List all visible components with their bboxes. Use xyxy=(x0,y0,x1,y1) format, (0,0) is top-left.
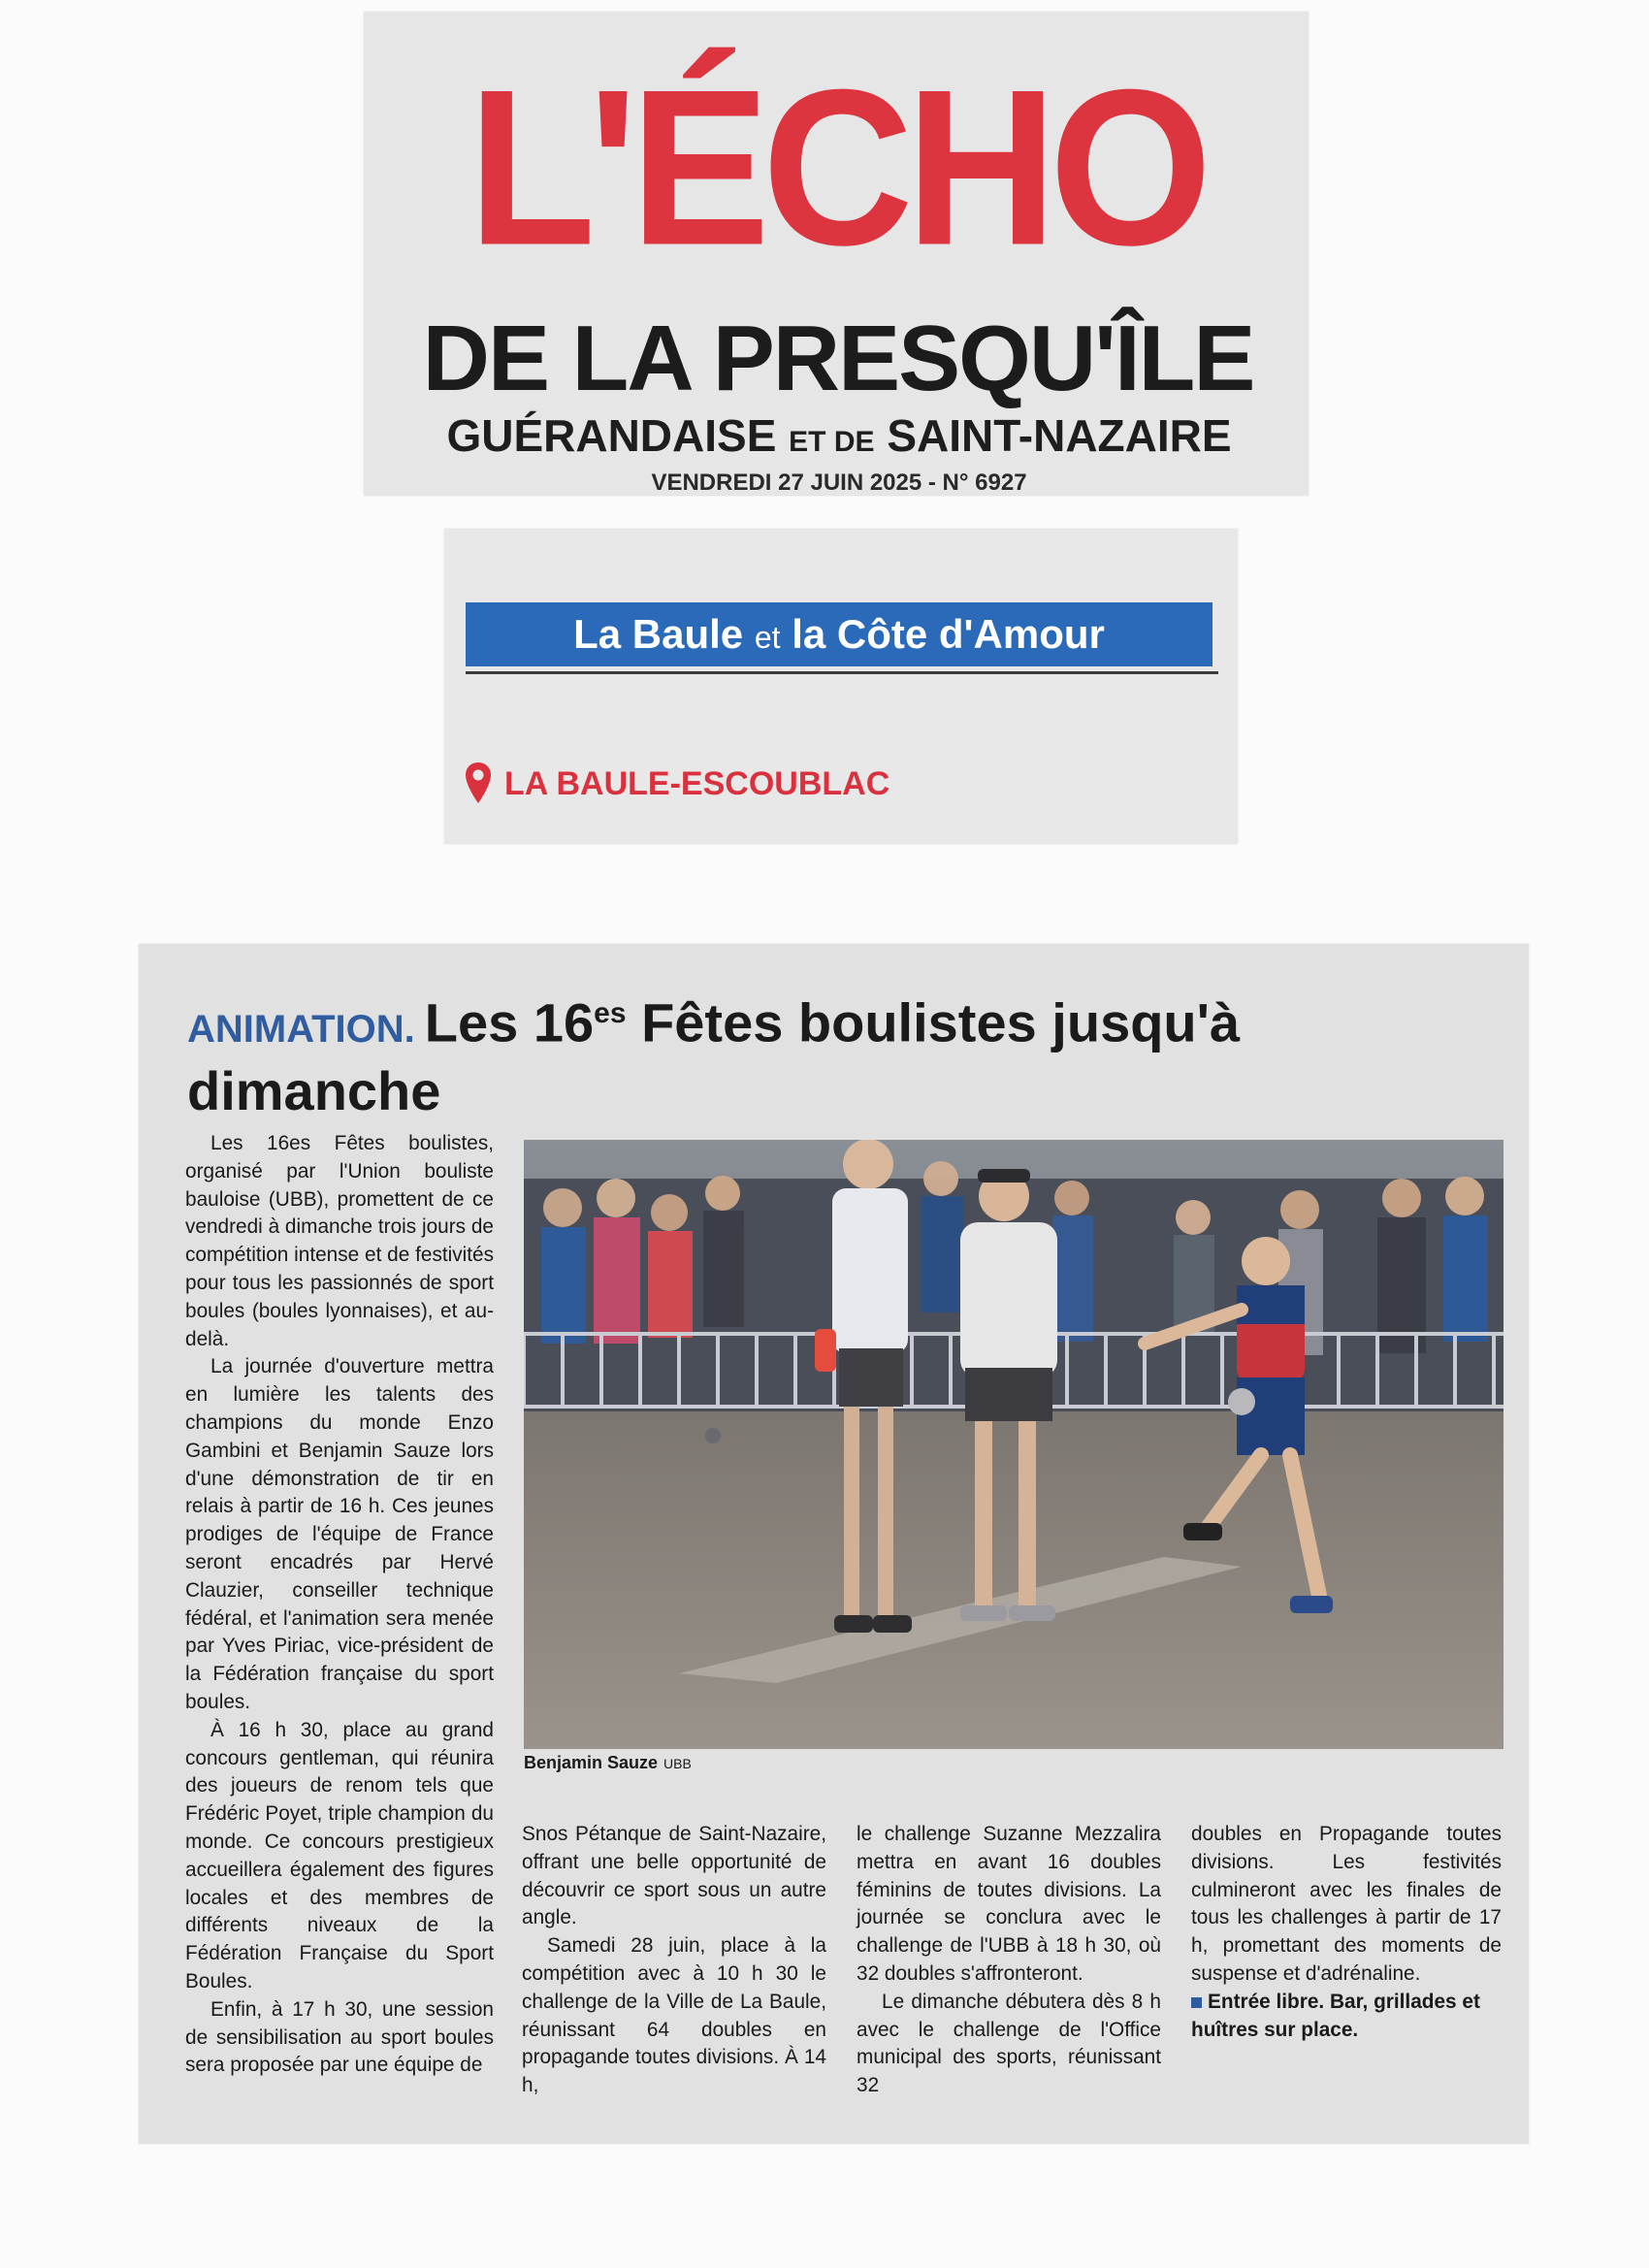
paragraph: le challenge Suzanne Mezzalira mettra en avant 16 doubles féminins de toutes divisions. La journée se conclura avec le challenge de l'UBB à 18 h 30, où 32 doubles s'affronteront. xyxy=(857,1823,1161,1985)
region-joiner: ET DE xyxy=(789,426,875,458)
headline-part-b: Fêtes boulistes jusqu'à dimanche xyxy=(187,991,1241,1121)
caption-text: Benjamin Sauze xyxy=(524,1753,659,1772)
newspaper-region xyxy=(403,411,1276,467)
issue-date: VENDREDI 27 JUIN 2025 - N° 6927 xyxy=(651,470,1027,496)
practical-info xyxy=(1191,1989,1502,2045)
headline-sup: es xyxy=(594,997,627,1029)
masthead-clipping xyxy=(364,12,1309,496)
paragraph: Samedi 28 juin, place à la compétition avec à 10 h 30 le challenge de la Ville de La Baule, réunissant 64 doubles en propagande toutes divisions. À 14 h, xyxy=(522,1934,826,2097)
paragraph: Le dimanche débutera dès 8 h avec le challenge de l'Office municipal des sports, réunissant 32 xyxy=(857,1990,1161,2097)
paragraph: Enfin, à 17 h 30, une session de sensibilisation au sport boules sera proposée par une équipe de xyxy=(185,1997,494,2077)
caption-credit: UBB xyxy=(663,1756,692,1771)
paragraph: Les 16es Fêtes boulistes, organisé par l'Union bouliste bauloise (UBB), promettent de ce vendredi à dimanche trois jours de compétition intense et de festivités pour tous les passionnés de sport boules (boules lyonnaises), et au-delà. xyxy=(185,1132,494,1350)
article-column-3 xyxy=(857,1821,1161,2100)
paragraph: La journée d'ouverture mettra en lumière les talents des champions du monde Enzo Gambini et Benjamin Sauze lors d'une démonstration de tir en relais à partir de 16 h. Ces jeunes prodiges de l'équipe de France seront encadrés par Hervé Clauzier, conseiller technique fédéral, et l'animation sera menée par Yves Piriac, vice-président de la Fédération française du sport boules. xyxy=(185,1355,494,1713)
location-pin-icon xyxy=(464,761,493,807)
bullet-square-icon xyxy=(1191,1997,1202,2008)
paragraph: À 16 h 30, place au grand concours gentleman, qui réunira des joueurs de renom tels que Frédéric Poyet, triple champion du monde. Ce concours prestigieux accueillera également des figures locales et des membres de différents niveaux de la Fédération Française du Sport Boules. xyxy=(185,1718,494,1993)
newspaper-title: L'ÉCHO xyxy=(468,42,1205,292)
paragraph: doubles en Propagande toutes divisions. Les festivités culmineront avec les finales de tous les challenges à partir de 17 h, promettant des moments de suspense et d'adrénaline. xyxy=(1191,1823,1502,1985)
article-column-1 xyxy=(185,1130,494,2080)
headline-part-a: Les 16 xyxy=(424,991,595,1053)
article-column-2 xyxy=(522,1821,826,2100)
banner-joiner: et xyxy=(754,620,781,655)
article-photo xyxy=(524,1140,1504,1749)
section-clipping xyxy=(444,529,1238,844)
photo-caption xyxy=(524,1753,692,1773)
banner-a: La Baule xyxy=(573,611,744,657)
headline-kicker: ANIMATION. xyxy=(187,1007,415,1051)
article-headline xyxy=(187,983,1332,1122)
banner-b: la Côte d'Amour xyxy=(792,611,1105,657)
region-b: SAINT-NAZAIRE xyxy=(887,410,1232,461)
region-a: GUÉRANDAISE xyxy=(446,410,777,461)
section-city xyxy=(464,760,889,808)
section-banner xyxy=(466,602,1212,666)
city-label: LA BAULE-ESCOUBLAC xyxy=(504,764,890,802)
section-divider xyxy=(466,671,1218,674)
article-clipping xyxy=(139,944,1529,2144)
article-column-4 xyxy=(1191,1821,1502,2044)
petanque-photo-illustration xyxy=(524,1140,1504,1749)
newspaper-subtitle: DE LA PRESQU'ÎLE xyxy=(422,307,1254,410)
practical-info-text: Entrée libre. Bar, grillades et huîtres sur place. xyxy=(1191,1990,1480,2041)
paragraph: Snos Pétanque de Saint-Nazaire, offrant une belle opportunité de découvrir ce sport sous un autre angle. xyxy=(522,1823,826,1929)
